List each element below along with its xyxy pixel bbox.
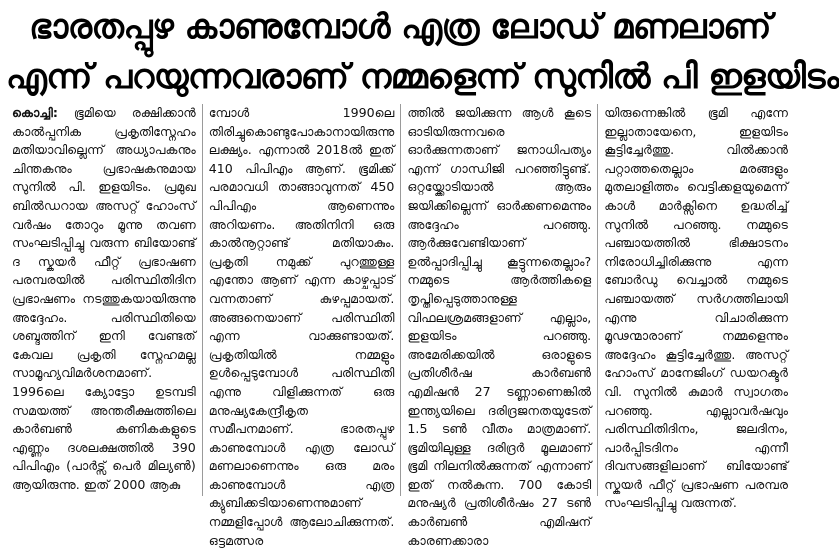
article-column-4: [597, 104, 794, 511]
article-column-3: [400, 104, 597, 548]
column-1-text: ഭൂമിയെ രക്ഷിക്കാൻ കാൽപ്പനിക പ്രകൃതിസ്നേഹം മതിയാവില്ലെന്ന് അധ്യാപകനും ചിന്തകനും പ്രഭാഷകനുമായ സുനിൽ പി. ഇളയിടം. പ്രമുഖ ബിൽഡറായ അസറ്റ് ഹോംസ് വർഷം തോറും മൂന്നു തവണ സംഘടിപ്പിച്ചു വരുന്ന ബിയോണ്ട് ദ സ്കയർ ഫീറ്റ് പ്രഭാഷണ പരമ്പരയിൽ പരിസ്ഥിതിദിന പ്രഭാഷണം നടത്തുകയായിരുന്നു അദ്ദേഹം. പരിസ്ഥിതിയെ ശബ്ദത്തിന് ഇനി വേണ്ടത് കേവല പ്രകൃതി സ്നേഹമല്ല സാമൂഹ്യവിമർശനമാണ്. 1996ലെ ക്യോട്ടോ ഉടമ്പടി സമയത്ത് അന്തരീക്ഷത്തിലെ കാർബൺ കണികകളുടെ എണ്ണം ദശലക്ഷത്തിൽ 390 പിപിഎം (പാർട്സ് പെർ മില്യൺ) ആയിരുന്നു. ഇത് 2000 ആകു: [12, 105, 196, 492]
dateline: കൊച്ചി:: [12, 105, 58, 120]
column-2-text: മ്പോൾ 1990ലെ തിരിച്ചുകൊണ്ടുപോകാനായിരുന്നു ലക്ഷ്യം. എന്നാൽ 2018ൽ ഇത് 410 പിപിഎം ആണ്. ഭൂമിക്ക് പരമാവധി താങ്ങാവുന്നത് 450 പിപിഎം ആണെന്നും അറിയണം. അതിനിനി ഒരു കാൽനൂറ്റാണ്ട് മതിയാകും. പ്രകൃതി നമുക്ക് പുറത്തുള്ള എന്തോ ആണ് എന്ന കാഴ്ചപ്പാട് വന്നതാണ് കുഴപ്പമായത്. അങ്ങനെയാണ് പരിസ്ഥിതി എന്ന വാക്കുണ്ടായത്. പ്രകൃതിയിൽ നമ്മളും ഉൾപ്പെടുമ്പോൾ പരിസ്ഥിതി എന്നു വിളിക്കുന്നത് ഒരു മനുഷ്യകേന്ദ്രീകൃത സമീപനമാണ്. ഭാരതപ്പുഴ കാണുമ്പോൾ എത്ര ലോഡ് മണലാണെന്നും ഒരു മരം കാണുമ്പോൾ എത്ര ക്യുബിക്കടിയാണെന്നുമാണ് നമ്മളിപ്പോൾ ആലോചിക്കുന്നത്. ഒട്ടമത്സര: [208, 105, 395, 548]
column-3-text: ത്തിൽ ജയിക്കുന്ന ആൾ കൂടെ ഓടിയിരുന്നവരെ ഓർക്കുന്നതാണ് ജനാധിപത്യം എന്ന് ഗാന്ധിജി പറഞ്ഞിട്ടുണ്ട്. ഒറ്റയ്ക്കോടിയാൽ ആരും ജയിക്കില്ലെന്ന് ഓർക്കണമെന്നും അദ്ദേഹം പറഞ്ഞു. ആർക്കുവേണ്ടിയാണ് ഉൽപ്പാദിപ്പിച്ചു കൂട്ടുന്നതെല്ലാം? നമ്മുടെ ആർത്തികളെ തൃപ്തിപ്പെടുത്താനുള്ള വിഫലശ്രമങ്ങളാണ് എല്ലാം, ഇളയിടം പറഞ്ഞു. അമേരിക്കയിൽ ഒരാളുടെ പ്രതിശീർഷ കാർബൺ എമിഷൻ 27 ടണ്ണാണെങ്കിൽ ഇന്ത്യയിലെ ദരിദ്രജനതയുടേത് 1.5 ടൺ വീതം മാത്രമാണ്. ഭൂമിയിലുള്ള ദരിദ്രർ മൂലമാണ് ഭൂമി നിലനിൽക്കുന്നത് എന്നാണ് ഇത് നൽകുന്ന. 700 കോടി മനുഷ്യർ പ്രതിശീർഷം 27 ടൺ കാർബൺ എമിഷന് കാരണക്കാരാ: [407, 105, 592, 548]
article-column-2: [202, 104, 401, 548]
column-4-text: യിരുന്നെങ്കിൽ ഭൂമി എന്നേ ഇല്ലാതായേനെ, ഇളയിടം കൂട്ടിച്ചേർത്തു. വിൽക്കാൻ പറ്റാത്തതെല്ലാം മരങ്ങളും മുതലാളിത്തം വെട്ടിക്കളയുമെന്ന് കാൾ മാർക്സിനെ ഉദ്ധരിച്ച് സുനിൽ പറഞ്ഞു. നമ്മുടെ പഞ്ചായത്തിൽ ഭിക്ഷാടനം നിരോധിച്ചിരിക്കുന്നു എന്ന ബോർഡു വെച്ചാൽ നമ്മുടെ പഞ്ചായത്ത് സർഗത്തിലായി എന്നു വിചാരിക്കുന്ന മൂഢന്മാരാണ് നമ്മളെന്നും അദ്ദേഹം കൂട്ടിച്ചേർത്തു. അസറ്റ് ഹോംസ് മാനേജിംഗ് ഡയറക്ടർ വി. സുനിൽ കുമാർ സ്വാഗതം പറഞ്ഞു. എല്ലാവർഷവും പരിസ്ഥിതിദിനം, ജലദിനം, പാർപ്പിടദിനം എന്നീ ദിവസങ്ങളിലാണ് ബിയോണ്ട് സ്കയർ ഫീറ്റ് പ്രഭാഷണ പരമ്പര സംഘടിപ്പിച്ചു വരുന്നത്.: [604, 105, 788, 511]
headline-line-2: എന്ന് പറയുന്നവരാണ് നമ്മളെന്ന് സുനിൽ പി ഇളയിടം: [6, 57, 839, 97]
article-body: [6, 104, 794, 548]
paragraph: [12, 104, 196, 494]
headline-line-1: ഭാരതപ്പുഴ കാണുമ്പോൾ എത്ര ലോഡ് മണലാണ്: [29, 7, 771, 47]
article-column-1: [6, 104, 202, 496]
